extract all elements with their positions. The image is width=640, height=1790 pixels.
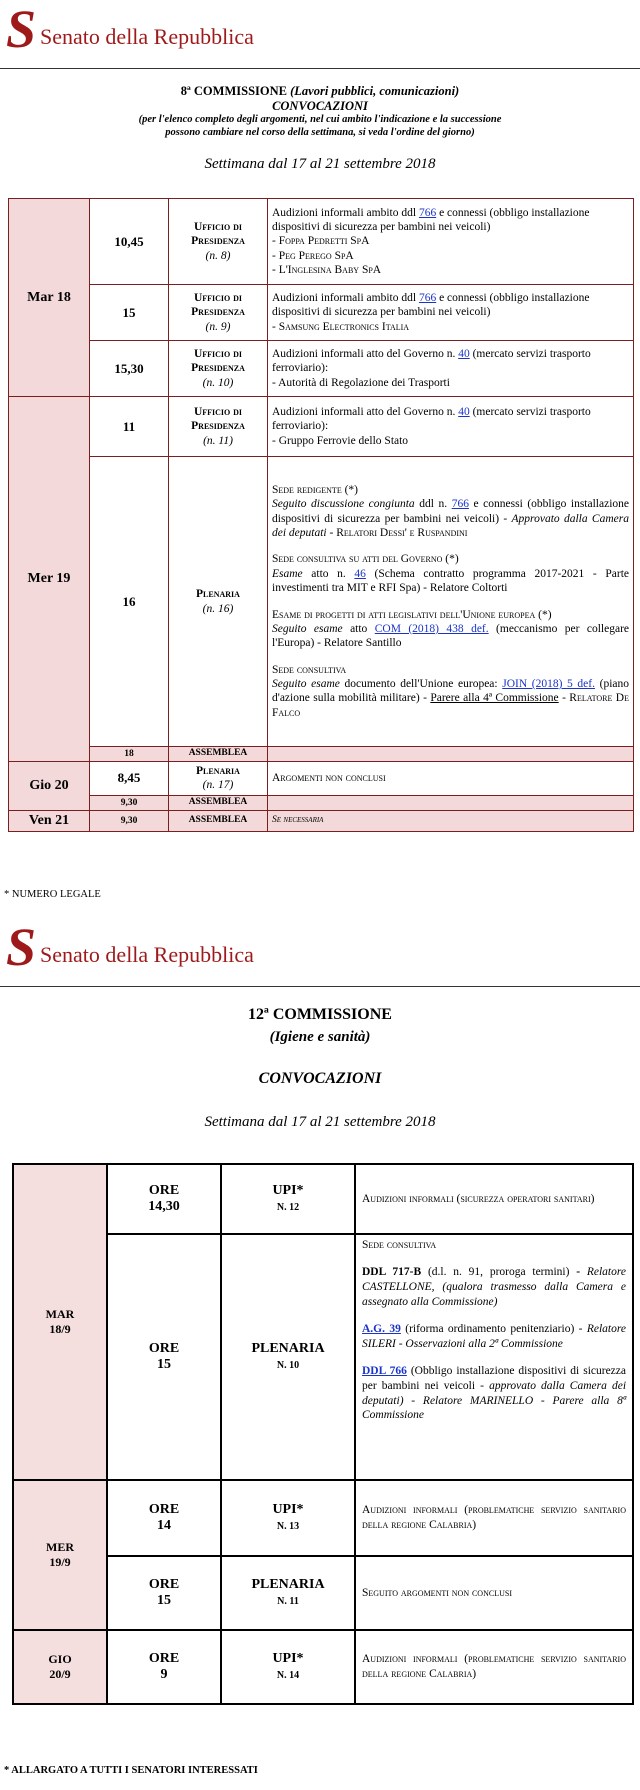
senato-logo <box>6 917 254 977</box>
organ-cell: ASSEMBLEA <box>169 747 268 762</box>
description-cell: Seguito argomenti non conclusi <box>355 1556 633 1630</box>
time-cell: ORE 9 <box>107 1630 221 1704</box>
header-divider <box>0 68 640 69</box>
ddl-766-link[interactable]: 766 <box>451 498 469 511</box>
description-cell: Audizioni informali (problematiche servizio sanitario della regione Calabria) <box>355 1480 633 1556</box>
description-cell <box>268 795 634 810</box>
organ-cell: UPI* N. 12 <box>221 1164 355 1234</box>
description-cell: Audizioni informali atto del Governo n. 40 (mercato servizi trasporto ferroviario): - Autorità di Regolazione dei Trasporti <box>268 341 634 397</box>
organ-cell: Ufficio di Presidenza (n. 8) <box>169 199 268 285</box>
time-cell: 9,30 <box>90 810 169 831</box>
header-divider <box>0 986 640 987</box>
day-cell: Mer 19 <box>9 397 90 762</box>
table-row <box>13 1480 633 1556</box>
time-cell: ORE 15 <box>107 1556 221 1630</box>
day-cell: Mar 18 <box>9 199 90 397</box>
commission-title: 8ª COMMISSIONE (Lavori pubblici, comunicazioni) <box>180 84 460 98</box>
day-cell: Gio 20 <box>9 761 90 810</box>
table-row <box>9 199 634 285</box>
schedule-table-12 <box>12 1163 634 1705</box>
time-cell: ORE 15 <box>107 1234 221 1480</box>
ag-40-link[interactable]: 40 <box>458 405 470 418</box>
ddl-766-link[interactable]: DDL 766 <box>362 1364 407 1377</box>
convocazioni-heading-12: CONVOCAZIONI <box>258 1070 382 1087</box>
table-row <box>13 1630 633 1704</box>
time-cell: ORE 14 <box>107 1480 221 1556</box>
com-2018-438-link[interactable]: COM (2018) 438 def. <box>374 622 489 635</box>
table-row <box>9 285 634 341</box>
time-cell: ORE 14,30 <box>107 1164 221 1234</box>
atto-46-link[interactable]: 46 <box>354 567 366 580</box>
table-row <box>9 397 634 457</box>
organ-cell: Plenaria (n. 17) <box>169 761 268 795</box>
table-row <box>9 457 634 747</box>
commission-subtitle-12: (Igiene e sanità) <box>269 1029 371 1045</box>
time-cell: 10,45 <box>90 199 169 285</box>
organ-cell: UPI* N. 14 <box>221 1630 355 1704</box>
time-cell: 11 <box>90 397 169 457</box>
description-cell: Audizioni informali ambito ddl 766 e connessi (obbligo installazione dispositivi di sicurezza per bambini nei veicoli) - Samsung Electronics Italia <box>268 285 634 341</box>
schedule-table-8 <box>8 198 634 832</box>
organ-cell: Ufficio di Presidenza (n. 11) <box>169 397 268 457</box>
time-cell: 15,30 <box>90 341 169 397</box>
organ-cell: Ufficio di Presidenza (n. 10) <box>169 341 268 397</box>
week-label: Settimana dal 17 al 21 settembre 2018 <box>204 156 436 172</box>
organ-cell: PLENARIA N. 11 <box>221 1556 355 1630</box>
ag-40-link[interactable]: 40 <box>458 347 470 360</box>
logo-letter: S <box>6 0 37 59</box>
description-cell: Sede redigente (*) Seguito discussione congiunta ddl n. 766 e connessi (obbligo installazione dispositivi di sicurezza per bambini nei veicoli) - Approvato dalla Camera dei deputati - Relatori Dessi' e Ruspandini Sede consultiva su atti del Governo (*) Esame atto n. 46 (Schema contratto programma 2017-2021 - Parte investimenti tra MIT e RFI Spa) - Relatore Coltorti Esame di progetti di atti legislativi dell'Unione europea (*) Seguito esame atto COM (2018) 438 def. (meccanismo per collegare l'Europa) - Relatore Santillo Sede consultiva Seguito esame documento dell'Unione europea: JOIN (2018) 5 def. (piano d'azione sulla mobilità militare) - Parere alla 4ª Commissione - Relatore De Falco <box>268 457 634 747</box>
note-line-1: (per l'elenco completo degli argomenti, nel cui ambito l'indicazione e la successione <box>138 114 502 125</box>
description-cell <box>268 747 634 762</box>
description-cell: Audizioni informali (sicurezza operatori sanitari) <box>355 1164 633 1234</box>
footnote-12: * ALLARGATO A TUTTI I SENATORI INTERESSATI <box>4 1765 258 1776</box>
description-cell: Audizioni informali ambito ddl 766 e connessi (obbligo installazione dispositivi di sicurezza per bambini nei veicoli) - Foppa Pedretti SpA - Peg Perego SpA - L'Inglesina Baby SpA <box>268 199 634 285</box>
ddl-766-link[interactable]: 766 <box>418 291 437 304</box>
senato-logo <box>6 0 254 59</box>
ddl-766-link[interactable]: 766 <box>418 206 437 219</box>
commission-title-12: 12ª COMMISSIONE <box>248 1006 392 1023</box>
description-cell: Se necessaria <box>268 810 634 831</box>
logo-letter: S <box>6 917 37 977</box>
time-cell: 18 <box>90 747 169 762</box>
time-cell: 16 <box>90 457 169 747</box>
table-row <box>13 1164 633 1234</box>
time-cell: 9,30 <box>90 795 169 810</box>
footnote-8: * NUMERO LEGALE <box>4 889 101 900</box>
description-cell: Argomenti non conclusi <box>268 761 634 795</box>
logo-text: Senato della Repubblica <box>40 24 254 49</box>
description-cell: Audizioni informali atto del Governo n. 40 (mercato servizi trasporto ferroviario): - Gruppo Ferrovie dello Stato <box>268 397 634 457</box>
day-cell: MAR 18/9 <box>13 1164 107 1480</box>
join-2018-5-link[interactable]: JOIN (2018) 5 def. <box>502 678 595 690</box>
table-row <box>9 341 634 397</box>
time-cell: 8,45 <box>90 761 169 795</box>
note-line-2: possono cambiare nel corso della settimana, si veda l'ordine del giorno) <box>165 127 475 138</box>
table-row <box>9 747 634 762</box>
table-row <box>9 795 634 810</box>
time-cell: 15 <box>90 285 169 341</box>
ag-39-link[interactable]: A.G. 39 <box>362 1322 401 1335</box>
organ-cell: PLENARIA N. 10 <box>221 1234 355 1480</box>
day-cell: GIO 20/9 <box>13 1630 107 1704</box>
description-cell: Sede consultiva DDL 717-B (d.l. n. 91, proroga termini) - Relatore CASTELLONE, (qualora trasmesso dalla Camera e assegnato alla Commissione) A.G. 39 (riforma ordinamento penitenziario) - Relatore SILERI - Osservazioni alla 2ª Commissione DDL 766 (Obbligo installazione dispositivi di sicurezza per bambini nei veicoli - approvato dalla Camera dei deputati) - Relatore MARINELLO - Parere alla 8ª Commissione <box>355 1234 633 1480</box>
organ-cell: Plenaria (n. 16) <box>169 457 268 747</box>
organ-cell: ASSEMBLEA <box>169 795 268 810</box>
table-row <box>9 761 634 795</box>
week-label-12: Settimana dal 17 al 21 settembre 2018 <box>204 1114 436 1130</box>
logo-text: Senato della Repubblica <box>40 942 254 967</box>
organ-cell: UPI* N. 13 <box>221 1480 355 1556</box>
day-cell: MER 19/9 <box>13 1480 107 1630</box>
organ-cell: ASSEMBLEA <box>169 810 268 831</box>
convocazioni-heading: CONVOCAZIONI <box>272 99 368 113</box>
organ-cell: Ufficio di Presidenza (n. 9) <box>169 285 268 341</box>
description-cell: Audizioni informali (problematiche servizio sanitario della regione Calabria) <box>355 1630 633 1704</box>
table-row <box>9 810 634 831</box>
day-cell: Ven 21 <box>9 810 90 831</box>
